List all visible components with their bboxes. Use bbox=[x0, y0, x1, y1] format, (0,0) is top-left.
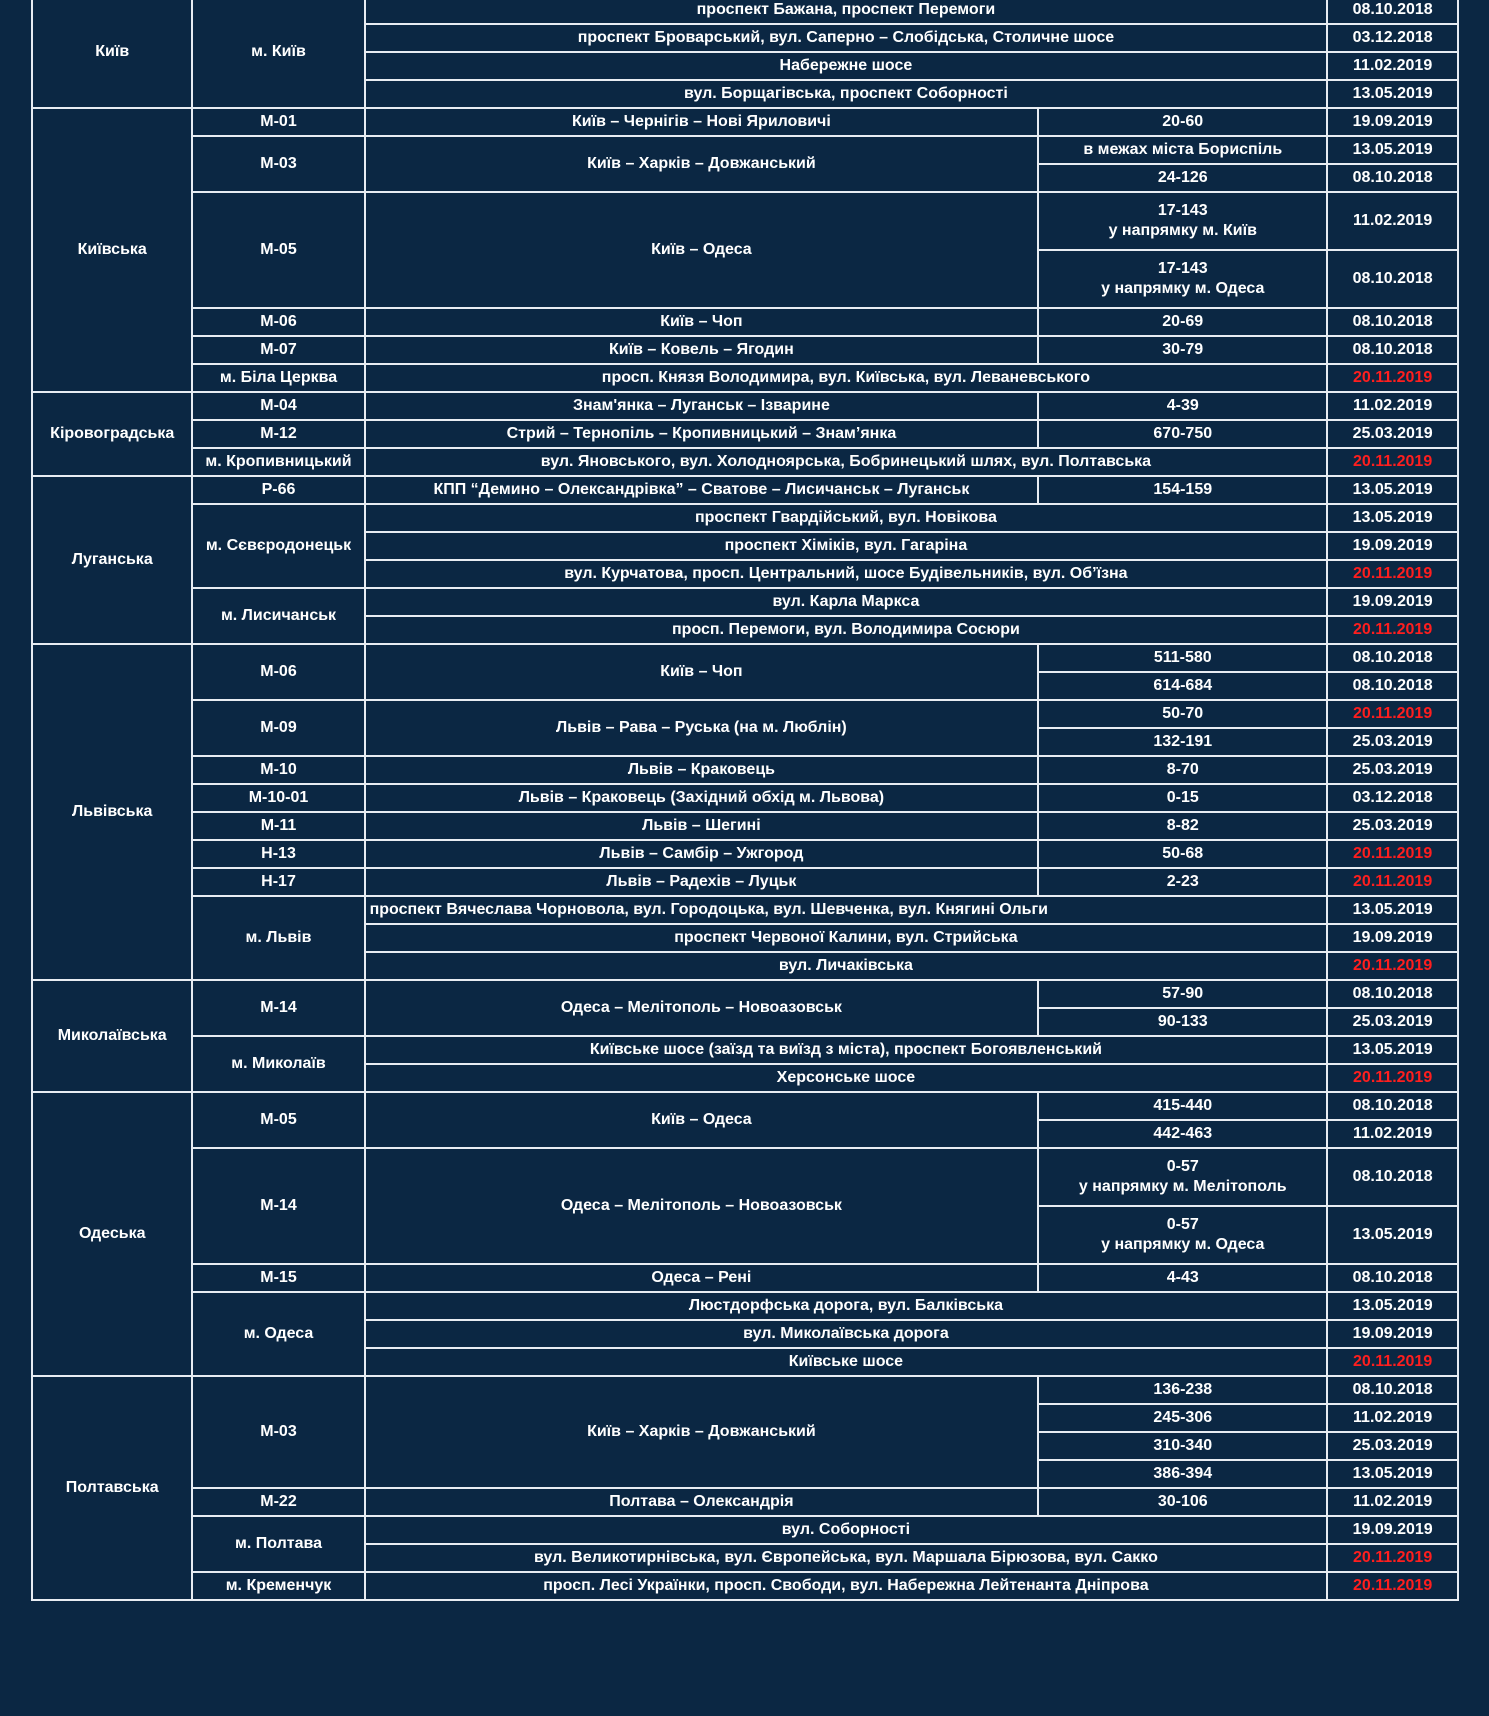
date-cell: 20.11.2019 bbox=[1327, 868, 1458, 896]
date-cell: 08.10.2018 bbox=[1327, 1092, 1458, 1120]
km-range: 0-57 bbox=[1166, 1158, 1199, 1175]
km-range: 415-440 bbox=[1153, 1097, 1213, 1114]
table-row bbox=[32, 896, 1458, 924]
km-range: 614-684 bbox=[1153, 677, 1213, 694]
km-cell: 30-79 bbox=[1038, 336, 1327, 364]
date-cell: 08.10.2018 bbox=[1327, 164, 1458, 192]
route-cell: Люстдорфська дорога, вул. Балківська bbox=[365, 1292, 1328, 1320]
route-cell: Київське шосе bbox=[365, 1348, 1328, 1376]
road-index-cell: Н-13 bbox=[192, 840, 364, 868]
region-cell: Одеська bbox=[32, 1092, 192, 1376]
date-cell: 19.09.2019 bbox=[1327, 924, 1458, 952]
table-row bbox=[32, 1264, 1458, 1292]
km-range: 442-463 bbox=[1153, 1125, 1213, 1142]
route-cell: проспект Червоної Калини, вул. Стрийська bbox=[365, 924, 1328, 952]
route-cell: Знам'янка – Луганськ – Ізварине bbox=[365, 392, 1039, 420]
route-cell: Львів – Рава – Руська (на м. Люблін) bbox=[365, 700, 1039, 756]
km-range: 50-70 bbox=[1162, 705, 1204, 722]
road-index-cell: М-14 bbox=[192, 980, 364, 1036]
km-range: 132-191 bbox=[1153, 733, 1213, 750]
date-cell: 20.11.2019 bbox=[1327, 952, 1458, 980]
route-cell: вул. Великотирнівська, вул. Європейська, вул. Маршала Бірюзова, вул. Сакко bbox=[365, 1544, 1328, 1572]
km-range: 511-580 bbox=[1153, 649, 1212, 666]
road-index-cell: М-05 bbox=[192, 192, 364, 308]
table-row bbox=[32, 1488, 1458, 1516]
route-cell: Київ – Ковель – Ягодин bbox=[365, 336, 1039, 364]
date-cell: 08.10.2018 bbox=[1327, 1376, 1458, 1404]
date-cell: 08.10.2018 bbox=[1327, 1264, 1458, 1292]
road-index-cell: М-14 bbox=[192, 1148, 364, 1264]
region-cell: Київська bbox=[32, 108, 192, 392]
km-range: 17-143 bbox=[1157, 260, 1208, 277]
date-cell: 25.03.2019 bbox=[1327, 1008, 1458, 1036]
route-cell: Київське шосе (заїзд та виїзд з міста), проспект Богоявленський bbox=[365, 1036, 1328, 1064]
table-row bbox=[32, 980, 1458, 1008]
date-cell: 19.09.2019 bbox=[1327, 1516, 1458, 1544]
road-index-cell: М-03 bbox=[192, 1376, 364, 1488]
road-index-cell: М-09 bbox=[192, 700, 364, 756]
date-cell: 20.11.2019 bbox=[1327, 1572, 1458, 1600]
table-row bbox=[32, 108, 1458, 136]
date-cell: 13.05.2019 bbox=[1327, 80, 1458, 108]
date-cell: 11.02.2019 bbox=[1327, 1488, 1458, 1516]
route-cell: вул. Личаківська bbox=[365, 952, 1328, 980]
date-cell: 11.02.2019 bbox=[1327, 52, 1458, 80]
table-row bbox=[32, 1376, 1458, 1404]
date-cell: 13.05.2019 bbox=[1327, 504, 1458, 532]
region-cell: Миколаївська bbox=[32, 980, 192, 1092]
region-cell: Кіровоградська bbox=[32, 392, 192, 476]
date-cell: 08.10.2018 bbox=[1327, 308, 1458, 336]
route-cell: Одеса – Мелітополь – Новоазовськ bbox=[365, 980, 1039, 1036]
date-cell: 13.05.2019 bbox=[1327, 476, 1458, 504]
table-row bbox=[32, 364, 1458, 392]
km-range: 57-90 bbox=[1162, 985, 1204, 1002]
date-cell: 19.09.2019 bbox=[1327, 588, 1458, 616]
date-cell: 08.10.2018 bbox=[1327, 336, 1458, 364]
km-range: 24-126 bbox=[1157, 169, 1208, 186]
km-cell: 50-68 bbox=[1038, 840, 1327, 868]
km-range: 136-238 bbox=[1153, 1381, 1213, 1398]
route-cell: Київ – Харків – Довжанський bbox=[365, 1376, 1039, 1488]
km-cell bbox=[1038, 1120, 1327, 1148]
table-row bbox=[32, 1572, 1458, 1600]
km-range: 90-133 bbox=[1157, 1013, 1208, 1030]
km-cell: 4-43 bbox=[1038, 1264, 1327, 1292]
km-cell bbox=[1038, 164, 1327, 192]
road-index-cell: м. Миколаїв bbox=[192, 1036, 364, 1092]
km-range: в межах міста Бориспіль bbox=[1083, 141, 1283, 158]
table-row bbox=[32, 392, 1458, 420]
route-cell: Львів – Шегині bbox=[365, 812, 1039, 840]
table-row bbox=[32, 1516, 1458, 1544]
region-cell: Полтавська bbox=[32, 1376, 192, 1600]
date-cell: 13.05.2019 bbox=[1327, 1292, 1458, 1320]
road-index-cell: м. Одеса bbox=[192, 1292, 364, 1376]
date-cell: 13.05.2019 bbox=[1327, 1036, 1458, 1064]
route-cell: проспект Броварський, вул. Саперно – Слобідська, Столичне шосе bbox=[365, 24, 1328, 52]
table-row bbox=[32, 1292, 1458, 1320]
date-cell: 11.02.2019 bbox=[1327, 1404, 1458, 1432]
date-cell: 19.09.2019 bbox=[1327, 108, 1458, 136]
km-cell: 4-39 bbox=[1038, 392, 1327, 420]
km-range: 310-340 bbox=[1153, 1437, 1213, 1454]
km-cell bbox=[1038, 136, 1327, 164]
km-cell bbox=[1038, 980, 1327, 1008]
table-row bbox=[32, 1036, 1458, 1064]
route-cell: вул. Яновського, вул. Холодноярська, Бобринецький шлях, вул. Полтавська bbox=[365, 448, 1328, 476]
km-direction-note: у напрямку м. Київ bbox=[1108, 222, 1257, 239]
date-cell: 20.11.2019 bbox=[1327, 1064, 1458, 1092]
route-cell: Київ – Одеса bbox=[365, 192, 1039, 308]
km-cell bbox=[1038, 1092, 1327, 1120]
table-row bbox=[32, 784, 1458, 812]
road-index-cell: М-06 bbox=[192, 308, 364, 336]
road-index-cell: М-03 bbox=[192, 136, 364, 192]
date-cell: 11.02.2019 bbox=[1327, 392, 1458, 420]
table-row bbox=[32, 308, 1458, 336]
km-cell: 20-69 bbox=[1038, 308, 1327, 336]
km-direction-note: у напрямку м. Одеса bbox=[1101, 1236, 1265, 1253]
date-cell: 19.09.2019 bbox=[1327, 1320, 1458, 1348]
route-cell: проспект Бажана, проспект Перемоги bbox=[365, 0, 1328, 24]
route-cell: Херсонське шосе bbox=[365, 1064, 1328, 1092]
road-index-cell: М-04 bbox=[192, 392, 364, 420]
table-row bbox=[32, 504, 1458, 532]
km-range: 386-394 bbox=[1153, 1465, 1213, 1482]
km-cell bbox=[1038, 1404, 1327, 1432]
table-row bbox=[32, 700, 1458, 728]
road-index-cell: М-10-01 bbox=[192, 784, 364, 812]
route-cell: вул. Карла Маркса bbox=[365, 588, 1328, 616]
km-cell bbox=[1038, 1206, 1327, 1264]
table-row bbox=[32, 136, 1458, 164]
km-cell: 20-60 bbox=[1038, 108, 1327, 136]
table-row bbox=[32, 644, 1458, 672]
road-index-cell: М-10 bbox=[192, 756, 364, 784]
route-cell: Львів – Краковець (Західний обхід м. Львова) bbox=[365, 784, 1039, 812]
table-row bbox=[32, 812, 1458, 840]
road-index-cell: м. Кропивницький bbox=[192, 448, 364, 476]
date-cell: 25.03.2019 bbox=[1327, 420, 1458, 448]
km-cell: 0-15 bbox=[1038, 784, 1327, 812]
table-row bbox=[32, 1092, 1458, 1120]
region-cell: Львівська bbox=[32, 644, 192, 980]
km-range: 17-143 bbox=[1157, 202, 1208, 219]
road-index-cell: Н-17 bbox=[192, 868, 364, 896]
route-cell: Київ – Чоп bbox=[365, 644, 1039, 700]
route-cell: Київ – Харків – Довжанський bbox=[365, 136, 1039, 192]
route-cell: проспект Вячеслава Чорновола, вул. Городоцька, вул. Шевченка, вул. Княгині Ольги bbox=[365, 896, 1328, 924]
region-cell: Луганська bbox=[32, 476, 192, 644]
road-index-cell: М-07 bbox=[192, 336, 364, 364]
date-cell: 13.05.2019 bbox=[1327, 896, 1458, 924]
table-row bbox=[32, 868, 1458, 896]
road-index-cell: м. Львів bbox=[192, 896, 364, 980]
road-index-cell: м. Сєвєродонецьк bbox=[192, 504, 364, 588]
route-cell: вул. Миколаївська дорога bbox=[365, 1320, 1328, 1348]
km-cell bbox=[1038, 728, 1327, 756]
table-row bbox=[32, 0, 1458, 24]
route-cell: Набережне шосе bbox=[365, 52, 1328, 80]
km-cell: 8-70 bbox=[1038, 756, 1327, 784]
table-body bbox=[32, 0, 1458, 1600]
road-index-cell: м. Київ bbox=[192, 0, 364, 108]
route-cell: Одеса – Мелітополь – Новоазовськ bbox=[365, 1148, 1039, 1264]
road-index-cell: М-01 bbox=[192, 108, 364, 136]
road-index-cell: м. Біла Церква bbox=[192, 364, 364, 392]
road-index-cell: м. Полтава bbox=[192, 1516, 364, 1572]
route-cell: вул. Курчатова, просп. Центральний, шосе Будівельників, вул. Об’їзна bbox=[365, 560, 1328, 588]
km-cell bbox=[1038, 1008, 1327, 1036]
date-cell: 20.11.2019 bbox=[1327, 1348, 1458, 1376]
km-range: 0-57 bbox=[1166, 1216, 1199, 1233]
km-range: 245-306 bbox=[1153, 1409, 1213, 1426]
route-cell: вул. Борщагівська, проспект Соборності bbox=[365, 80, 1328, 108]
date-cell: 25.03.2019 bbox=[1327, 728, 1458, 756]
table-row bbox=[32, 420, 1458, 448]
date-cell: 03.12.2018 bbox=[1327, 24, 1458, 52]
date-cell: 25.03.2019 bbox=[1327, 812, 1458, 840]
route-cell: Київ – Одеса bbox=[365, 1092, 1039, 1148]
route-cell: Львів – Самбір – Ужгород bbox=[365, 840, 1039, 868]
date-cell: 08.10.2018 bbox=[1327, 644, 1458, 672]
route-cell: вул. Соборності bbox=[365, 1516, 1328, 1544]
km-direction-note: у напрямку м. Мелітополь bbox=[1078, 1178, 1287, 1195]
road-index-cell: м. Лисичанськ bbox=[192, 588, 364, 644]
km-cell bbox=[1038, 250, 1327, 308]
table-row bbox=[32, 476, 1458, 504]
km-cell: 670-750 bbox=[1038, 420, 1327, 448]
date-cell: 25.03.2019 bbox=[1327, 1432, 1458, 1460]
road-index-cell: Р-66 bbox=[192, 476, 364, 504]
km-cell bbox=[1038, 644, 1327, 672]
km-cell: 2-23 bbox=[1038, 868, 1327, 896]
date-cell: 08.10.2018 bbox=[1327, 250, 1458, 308]
table-row bbox=[32, 448, 1458, 476]
date-cell: 13.05.2019 bbox=[1327, 1460, 1458, 1488]
km-direction-note: у напрямку м. Одеса bbox=[1101, 280, 1265, 297]
date-cell: 08.10.2018 bbox=[1327, 672, 1458, 700]
date-cell: 11.02.2019 bbox=[1327, 1120, 1458, 1148]
date-cell: 19.09.2019 bbox=[1327, 532, 1458, 560]
table-row bbox=[32, 840, 1458, 868]
table-row bbox=[32, 336, 1458, 364]
route-cell: Одеса – Рені bbox=[365, 1264, 1039, 1292]
date-cell: 13.05.2019 bbox=[1327, 1206, 1458, 1264]
date-cell: 11.02.2019 bbox=[1327, 192, 1458, 250]
date-cell: 08.10.2018 bbox=[1327, 980, 1458, 1008]
km-cell bbox=[1038, 192, 1327, 250]
date-cell: 20.11.2019 bbox=[1327, 1544, 1458, 1572]
road-index-cell: М-11 bbox=[192, 812, 364, 840]
km-cell bbox=[1038, 1148, 1327, 1206]
route-cell: Львів – Краковець bbox=[365, 756, 1039, 784]
route-cell: просп. Князя Володимира, вул. Київська, вул. Леваневського bbox=[365, 364, 1328, 392]
date-cell: 20.11.2019 bbox=[1327, 560, 1458, 588]
table-row bbox=[32, 588, 1458, 616]
table-row bbox=[32, 192, 1458, 250]
date-cell: 25.03.2019 bbox=[1327, 756, 1458, 784]
table-row bbox=[32, 756, 1458, 784]
date-cell: 13.05.2019 bbox=[1327, 136, 1458, 164]
route-cell: Полтава – Олександрія bbox=[365, 1488, 1039, 1516]
road-index-cell: М-06 bbox=[192, 644, 364, 700]
km-cell bbox=[1038, 700, 1327, 728]
route-cell: Київ – Чернігів – Нові Яриловичі bbox=[365, 108, 1039, 136]
road-index-cell: М-12 bbox=[192, 420, 364, 448]
road-index-cell: М-15 bbox=[192, 1264, 364, 1292]
km-cell bbox=[1038, 1432, 1327, 1460]
route-cell: КПП “Демино – Олександрівка” – Сватове – Лисичанськ – Луганськ bbox=[365, 476, 1039, 504]
km-cell: 154-159 bbox=[1038, 476, 1327, 504]
route-cell: Стрий – Тернопіль – Кропивницький – Знам’янка bbox=[365, 420, 1039, 448]
date-cell: 20.11.2019 bbox=[1327, 364, 1458, 392]
route-cell: просп. Лесі Українки, просп. Свободи, вул. Набережна Лейтенанта Дніпрова bbox=[365, 1572, 1328, 1600]
route-cell: проспект Хіміків, вул. Гагаріна bbox=[365, 532, 1328, 560]
date-cell: 20.11.2019 bbox=[1327, 700, 1458, 728]
date-cell: 20.11.2019 bbox=[1327, 448, 1458, 476]
date-cell: 20.11.2019 bbox=[1327, 840, 1458, 868]
region-cell: Київ bbox=[32, 0, 192, 108]
road-repair-schedule-table bbox=[31, 0, 1459, 1601]
route-cell: просп. Перемоги, вул. Володимира Сосюри bbox=[365, 616, 1328, 644]
road-index-cell: м. Кременчук bbox=[192, 1572, 364, 1600]
km-cell bbox=[1038, 1460, 1327, 1488]
road-index-cell: М-05 bbox=[192, 1092, 364, 1148]
route-cell: Київ – Чоп bbox=[365, 308, 1039, 336]
km-cell bbox=[1038, 1376, 1327, 1404]
road-index-cell: М-22 bbox=[192, 1488, 364, 1516]
km-cell bbox=[1038, 672, 1327, 700]
km-cell: 30-106 bbox=[1038, 1488, 1327, 1516]
km-cell: 8-82 bbox=[1038, 812, 1327, 840]
route-cell: проспект Гвардійський, вул. Новікова bbox=[365, 504, 1328, 532]
table-row bbox=[32, 1148, 1458, 1206]
date-cell: 03.12.2018 bbox=[1327, 784, 1458, 812]
date-cell: 08.10.2018 bbox=[1327, 1148, 1458, 1206]
date-cell: 20.11.2019 bbox=[1327, 616, 1458, 644]
date-cell: 08.10.2018 bbox=[1327, 0, 1458, 24]
route-cell: Львів – Радехів – Луцьк bbox=[365, 868, 1039, 896]
